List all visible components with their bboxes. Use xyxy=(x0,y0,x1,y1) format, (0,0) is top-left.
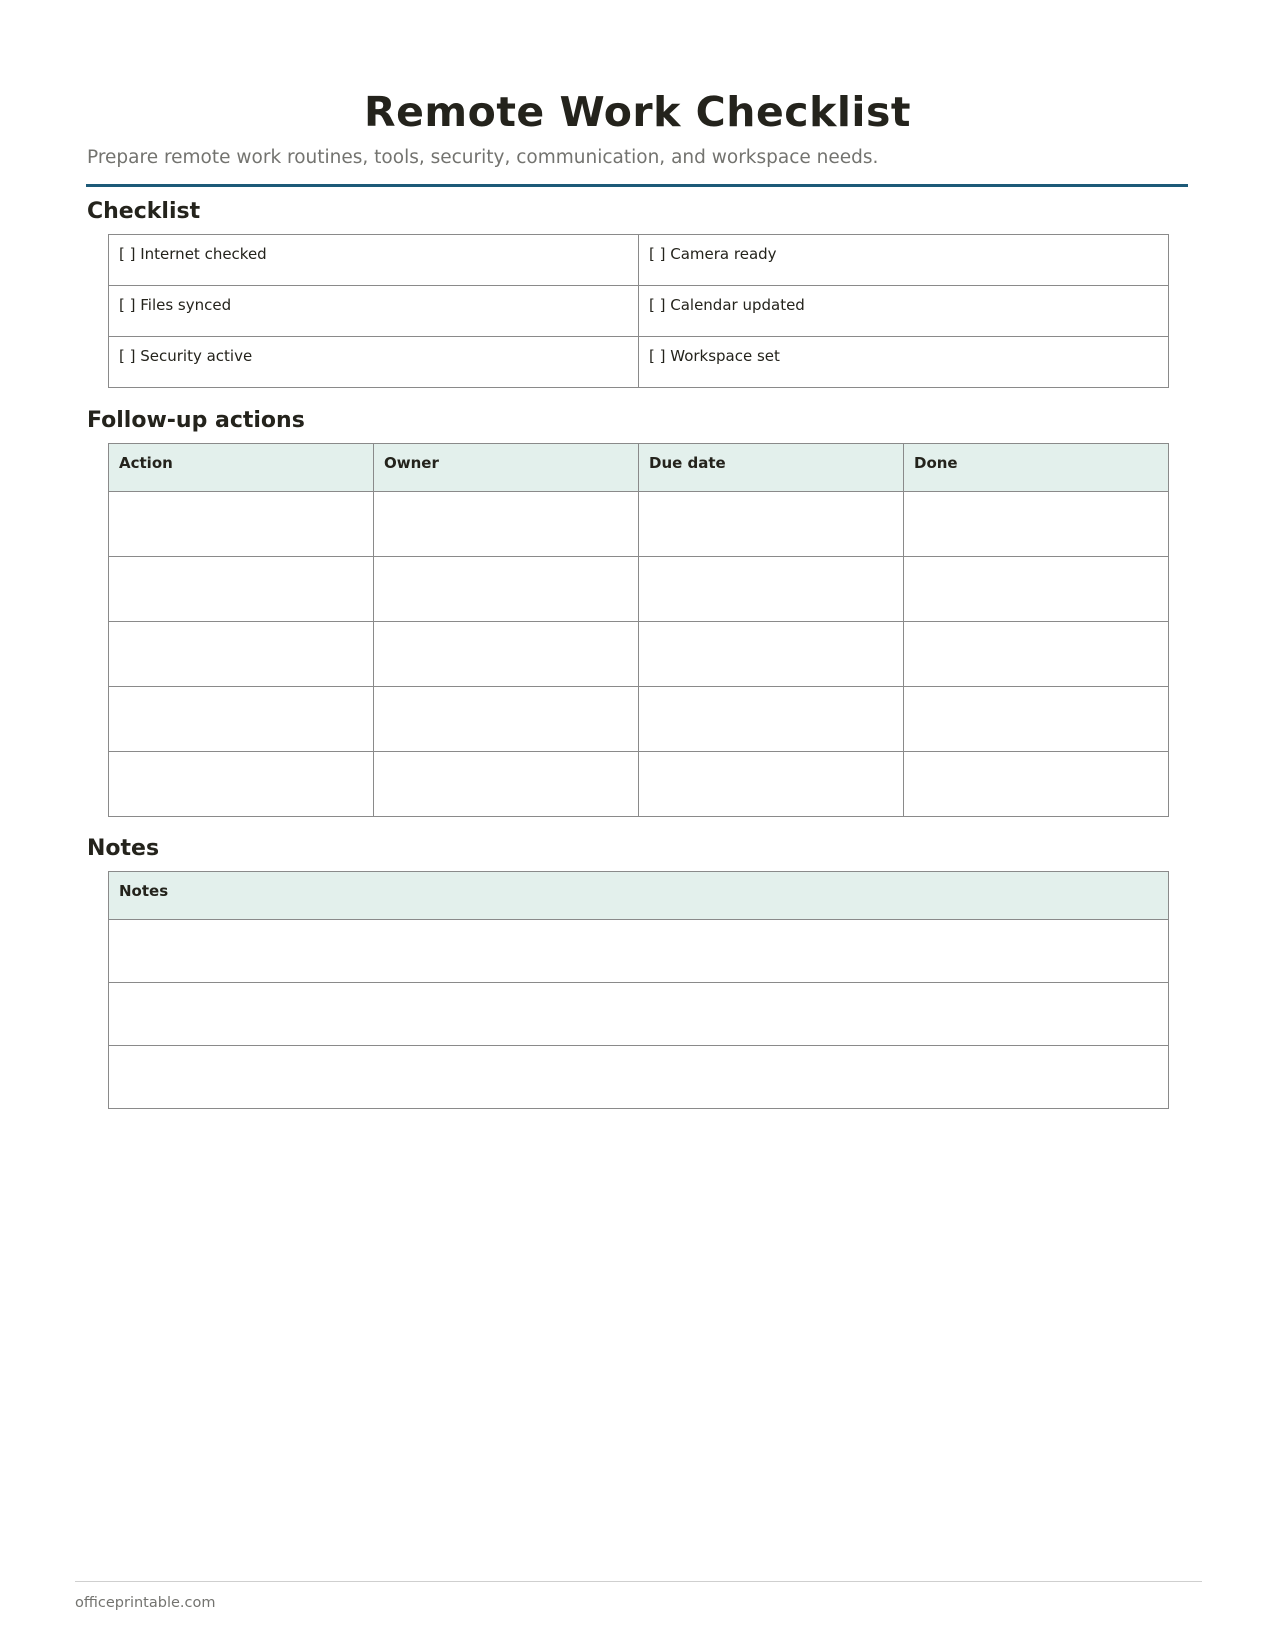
footer-divider xyxy=(75,1581,1202,1582)
owner-cell[interactable] xyxy=(374,687,639,752)
due-date-cell[interactable] xyxy=(639,557,904,622)
notes-cell[interactable] xyxy=(109,1046,1169,1109)
table-row xyxy=(109,920,1169,983)
action-cell[interactable] xyxy=(109,622,374,687)
table-row xyxy=(109,983,1169,1046)
table-row xyxy=(109,235,1169,286)
table-row xyxy=(109,1046,1169,1109)
action-cell[interactable] xyxy=(109,752,374,817)
owner-cell[interactable] xyxy=(374,492,639,557)
followup-table xyxy=(108,443,1169,817)
action-cell[interactable] xyxy=(109,492,374,557)
page-title: Remote Work Checklist xyxy=(364,88,911,136)
page-subtitle: Prepare remote work routines, tools, security, communication, and workspace needs. xyxy=(87,147,879,168)
action-cell[interactable] xyxy=(109,687,374,752)
checklist-heading: Checklist xyxy=(87,199,201,224)
due-date-cell[interactable] xyxy=(639,622,904,687)
table-header-row xyxy=(109,872,1169,920)
checklist-table xyxy=(108,234,1169,388)
table-row xyxy=(109,492,1169,557)
table-row xyxy=(109,286,1169,337)
column-header-notes: Notes xyxy=(109,872,1169,920)
due-date-cell[interactable] xyxy=(639,687,904,752)
action-cell[interactable] xyxy=(109,557,374,622)
done-cell[interactable] xyxy=(904,557,1169,622)
checklist-item[interactable]: [ ] Calendar updated xyxy=(639,286,1169,337)
due-date-cell[interactable] xyxy=(639,752,904,817)
table-row xyxy=(109,622,1169,687)
done-cell[interactable] xyxy=(904,687,1169,752)
owner-cell[interactable] xyxy=(374,622,639,687)
table-row xyxy=(109,337,1169,388)
notes-cell[interactable] xyxy=(109,920,1169,983)
notes-cell[interactable] xyxy=(109,983,1169,1046)
checklist-item[interactable]: [ ] Camera ready xyxy=(639,235,1169,286)
title-divider xyxy=(86,184,1188,187)
checklist-item[interactable]: [ ] Files synced xyxy=(109,286,639,337)
column-header-due-date: Due date xyxy=(639,444,904,492)
owner-cell[interactable] xyxy=(374,557,639,622)
checklist-item[interactable]: [ ] Security active xyxy=(109,337,639,388)
checklist-item[interactable]: [ ] Internet checked xyxy=(109,235,639,286)
notes-heading: Notes xyxy=(87,836,160,861)
table-header-row xyxy=(109,444,1169,492)
table-row xyxy=(109,687,1169,752)
owner-cell[interactable] xyxy=(374,752,639,817)
footer-source: officeprintable.com xyxy=(75,1595,216,1611)
column-header-done: Done xyxy=(904,444,1169,492)
table-row xyxy=(109,557,1169,622)
done-cell[interactable] xyxy=(904,752,1169,817)
followup-heading: Follow-up actions xyxy=(87,408,305,433)
table-row xyxy=(109,752,1169,817)
done-cell[interactable] xyxy=(904,622,1169,687)
column-header-owner: Owner xyxy=(374,444,639,492)
column-header-action: Action xyxy=(109,444,374,492)
done-cell[interactable] xyxy=(904,492,1169,557)
due-date-cell[interactable] xyxy=(639,492,904,557)
checklist-item[interactable]: [ ] Workspace set xyxy=(639,337,1169,388)
notes-table xyxy=(108,871,1169,1109)
